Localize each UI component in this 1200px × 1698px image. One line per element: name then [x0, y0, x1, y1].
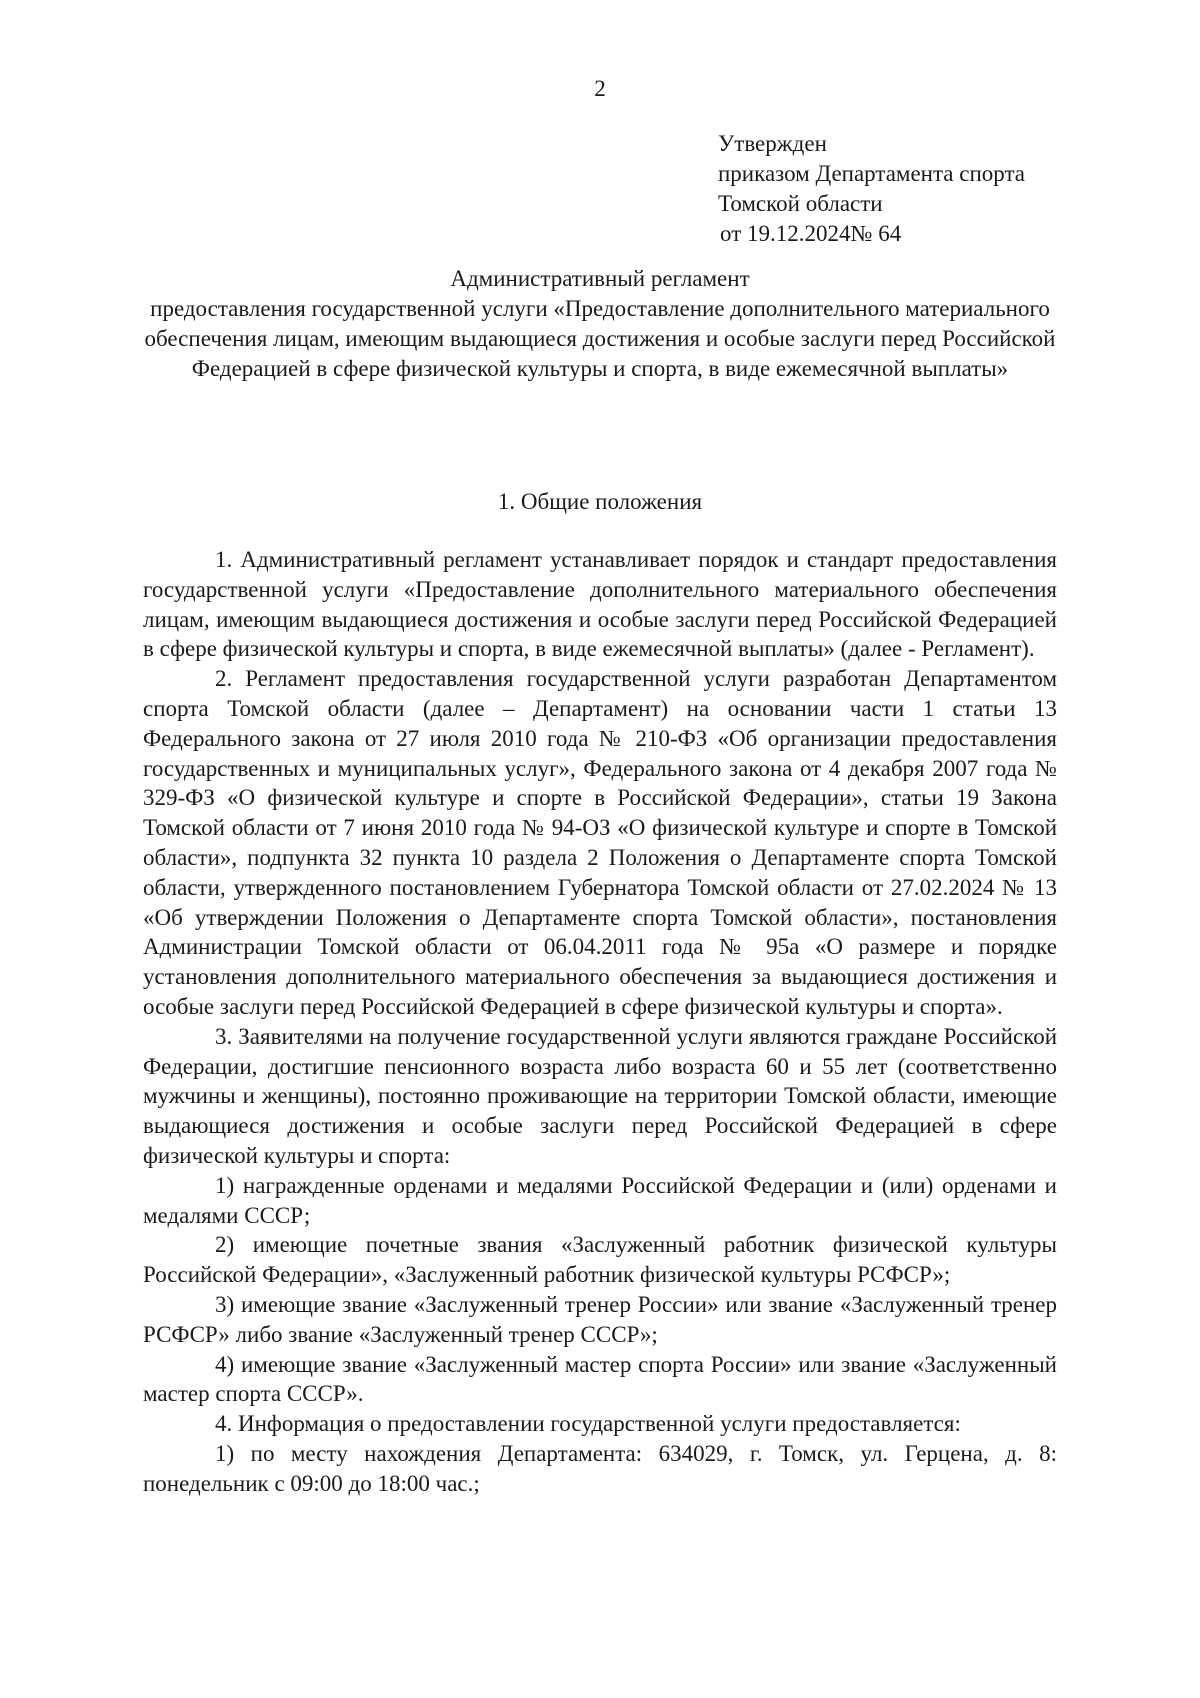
approval-line: Утвержден [718, 131, 827, 156]
page-number: 2 [594, 76, 606, 101]
paragraph: 1) награжденные орденами и медалями Российской Федерации и (или) орденами и медалями СССР; [143, 1172, 1057, 1228]
document-title [143, 264, 1057, 384]
section-heading: 1. Общие положения [497, 489, 703, 514]
approval-stamp-block [718, 129, 1025, 249]
approval-line: от 19.12.2024№ 64 [720, 221, 902, 246]
paragraph: 2) имеющие почетные звания «Заслуженный работник физической культуры Российской Федерации», «Заслуженный работник физической культуры РСФСР»; [143, 1232, 1057, 1288]
paragraph: 3) имеющие звание «Заслуженный тренер России» или звание «Заслуженный тренер РСФСР» либо звание «Заслуженный тренер СССР»; [143, 1291, 1057, 1347]
paragraph: 1. Административный регламент устанавливает порядок и стандарт предоставления государственной услуги «Предоставление дополнительного материального обеспечения лицам, имеющим выдающиеся достижения и особые заслуги перед Российской Федерацией в сфере физической культуры и спорта, в виде ежемесячной выплаты» (далее - Регламент). [143, 547, 1057, 662]
document-body [143, 545, 1057, 1499]
title-subtitle: предоставления государственной услуги «Предоставление дополнительного материального обеспечения лицам, имеющим выдающиеся достижения и особые заслуги перед Российской Федерацией в сфере физической культуры и спорта, в виде ежемесячной выплаты» [144, 296, 1056, 381]
paragraph: 1) по месту нахождения Департамента: 634029, г. Томск, ул. Герцена, д. 8: понедельник с 09:00 до 18:00 час.; [143, 1440, 1057, 1496]
paragraph: 4. Информация о предоставлении государственной услуги предоставляется: [215, 1411, 961, 1437]
paragraph: 2. Регламент предоставления государственной услуги разработан Департаментом спорта Томской области (далее – Департамент) на основании части 1 статьи 13 Федерального закона от 27 июля 2010 года № 210-ФЗ «Об организации предоставления государственных и муниципальных услуг», Федерального закона от 4 декабря 2007 года № 329-ФЗ «О физической культуре и спорте в Российской Федерации», статьи 19 Закона Томской области от 7 июня 2010 года № 94-ОЗ «О физической культуре и спорте в Томской области», подпункта 32 пункта 10 раздела 2 Положения о Департаменте спорта Томской области, утвержденного постановлением Губернатора Томской области от 27.02.2024 № 13 «Об утверждении Положения о Департаменте спорта Томской области», постановления Администрации Томской области от 06.04.2011 года № 95а «О размере и порядке установления дополнительного материального обеспечения за выдающиеся достижения и особые заслуги перед Российской Федерацией в сфере физической культуры и спорта». [143, 666, 1057, 1019]
paragraph: 4) имеющие звание «Заслуженный мастер спорта России» или звание «Заслуженный мастер спорта СССР». [143, 1351, 1057, 1407]
title-line: Административный регламент [450, 266, 750, 291]
paragraph: 3. Заявителями на получение государственной услуги являются граждане Российской Федерации, достигшие пенсионного возраста либо возраста 60 и 55 лет (соответственно мужчины и женщины), постоянно проживающие на территории Томской области, имеющие выдающиеся достижения и особые заслуги перед Российской Федерацией в сфере физической культуры и спорта: [143, 1023, 1057, 1168]
approval-line: приказом Департамента спорта [718, 161, 1026, 186]
approval-line: Томской области [718, 191, 883, 216]
